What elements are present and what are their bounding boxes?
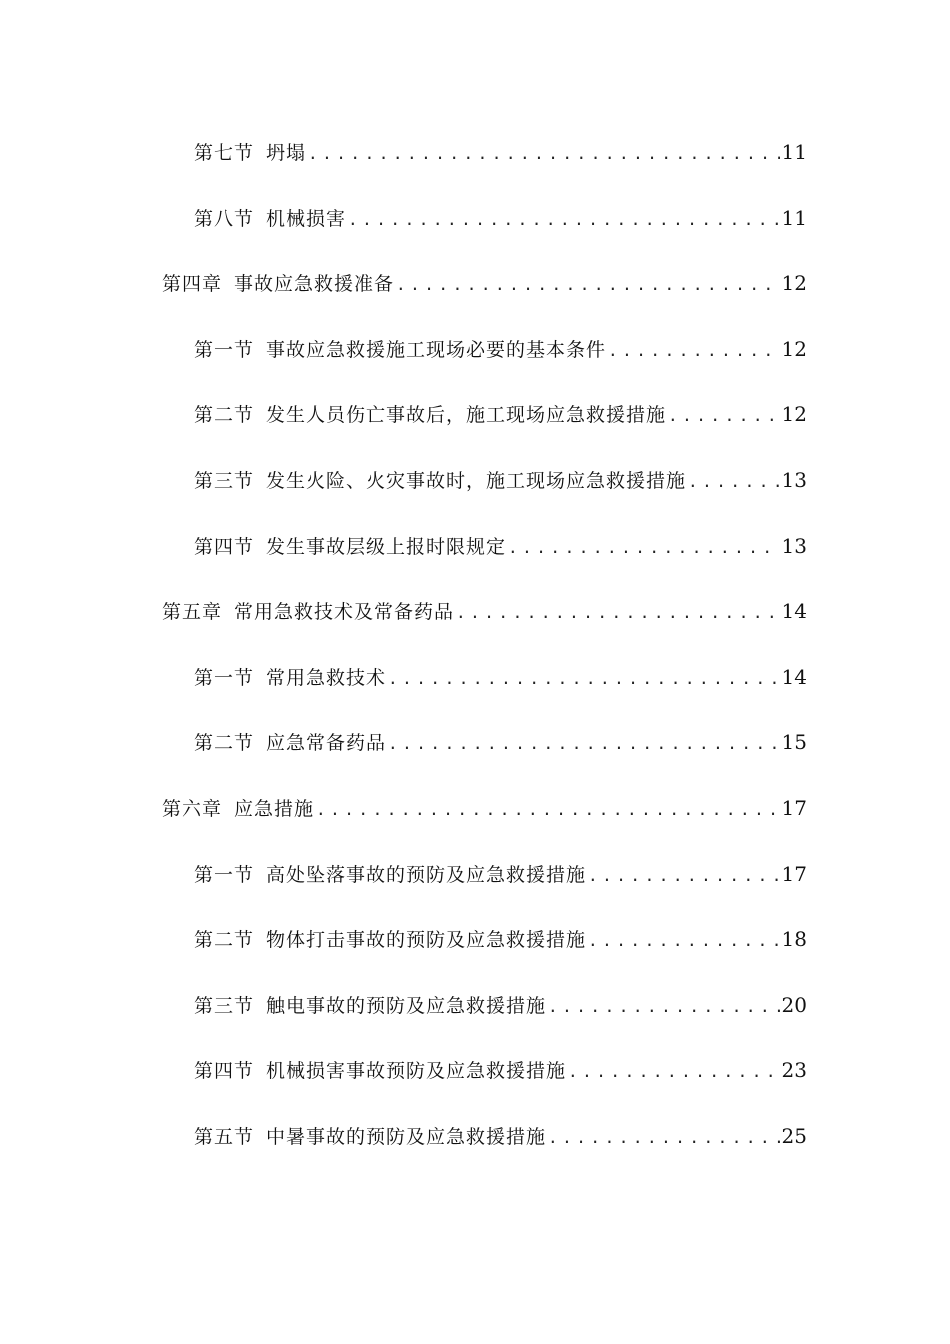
toc-page-number: 23 xyxy=(781,1058,807,1083)
toc-page-number: 12 xyxy=(781,402,807,427)
toc-section-entry[interactable] xyxy=(194,985,807,1025)
toc-dot-leader xyxy=(586,856,780,896)
toc-entry-title: 坍塌 xyxy=(266,142,307,164)
toc-entry-number: 第五章 xyxy=(162,601,223,624)
toc-entry-title: 高处坠落事故的预防及应急救援措施 xyxy=(266,863,587,886)
toc-dot-leader xyxy=(686,462,780,502)
toc-entry-number: 第一节 xyxy=(194,666,255,689)
toc-entry-number: 第一节 xyxy=(194,863,255,886)
toc-dot-leader xyxy=(666,396,780,436)
toc-page-number: 12 xyxy=(781,271,807,296)
toc-section-entry[interactable] xyxy=(194,329,807,369)
toc-entry-number: 第三节 xyxy=(194,470,255,492)
toc-entry-title: 常用急救技术及常备药品 xyxy=(234,601,455,624)
toc-section-entry[interactable] xyxy=(194,1050,807,1090)
toc-page-number: 13 xyxy=(781,533,807,558)
toc-entry-title: 发生火险、火灾事故时，施工现场应急救援措施 xyxy=(266,470,687,492)
toc-entry-number: 第八节 xyxy=(194,207,255,230)
toc-entry-title: 发生人员伤亡事故后，施工现场应急救援措施 xyxy=(266,404,667,427)
toc-dot-leader xyxy=(546,987,780,1027)
toc-entry-title: 事故应急救援准备 xyxy=(234,273,395,296)
toc-dot-leader xyxy=(566,1052,780,1092)
toc-entry-label xyxy=(194,658,386,698)
toc-entry-label xyxy=(194,986,546,1026)
toc-entry-number: 第四节 xyxy=(194,1060,255,1083)
toc-entry-label xyxy=(162,264,394,304)
toc-dot-leader xyxy=(546,1118,780,1158)
toc-entry-number: 第六章 xyxy=(162,798,223,820)
toc-section-entry[interactable] xyxy=(194,722,807,762)
toc-page-number: 14 xyxy=(781,599,807,624)
toc-section-entry[interactable] xyxy=(194,460,807,500)
toc-entry-label xyxy=(194,527,506,567)
toc-entry-label xyxy=(194,133,306,173)
toc-entry-label xyxy=(194,1051,566,1091)
toc-entry-label xyxy=(194,723,386,763)
toc-chapter-entry[interactable] xyxy=(162,788,807,828)
toc-dot-leader xyxy=(394,265,780,305)
toc-page-number: 17 xyxy=(781,796,807,820)
toc-entry-number: 第四节 xyxy=(194,535,255,558)
toc-entry-number: 第一节 xyxy=(194,338,255,361)
toc-section-entry[interactable] xyxy=(194,132,807,172)
toc-entry-label xyxy=(194,199,346,239)
toc-page-number: 11 xyxy=(781,140,807,164)
toc-entry-number: 第二节 xyxy=(194,404,255,427)
toc-section-entry[interactable] xyxy=(194,919,807,959)
toc-dot-leader xyxy=(386,724,780,764)
toc-page-number: 25 xyxy=(781,1124,807,1148)
toc-entry-number: 第三节 xyxy=(194,994,255,1017)
toc-entry-title: 中暑事故的预防及应急救援措施 xyxy=(266,1126,547,1148)
toc-section-entry[interactable] xyxy=(194,526,807,566)
toc-entry-title: 触电事故的预防及应急救援措施 xyxy=(266,994,547,1017)
toc-entry-label xyxy=(194,461,686,501)
toc-page-number: 20 xyxy=(781,992,807,1017)
toc-entry-label xyxy=(194,920,586,960)
toc-page-number: 15 xyxy=(781,730,807,755)
toc-page-number: 13 xyxy=(781,468,807,492)
toc-entry-label xyxy=(194,395,666,435)
toc-page-number: 17 xyxy=(781,861,807,886)
toc-dot-leader xyxy=(306,134,780,174)
toc-entry-title: 事故应急救援施工现场必要的基本条件 xyxy=(266,338,607,361)
toc-entry-label xyxy=(162,789,314,829)
toc-entry-title: 发生事故层级上报时限规定 xyxy=(266,535,507,558)
toc-entry-title: 应急常备药品 xyxy=(266,732,387,755)
toc-section-entry[interactable] xyxy=(194,1116,807,1156)
toc-dot-leader xyxy=(454,593,780,633)
toc-entry-label xyxy=(194,855,586,895)
toc-page-number: 11 xyxy=(781,205,807,230)
toc-entry-title: 应急措施 xyxy=(234,798,315,820)
toc-section-entry[interactable] xyxy=(194,657,807,697)
toc-entry-label xyxy=(194,1117,546,1157)
toc-page-number: 14 xyxy=(781,664,807,689)
toc-entry-number: 第七节 xyxy=(194,142,255,164)
toc-page-number: 18 xyxy=(781,927,807,952)
toc-chapter-entry[interactable] xyxy=(162,263,807,303)
toc-dot-leader xyxy=(586,921,780,961)
toc-entry-title: 物体打击事故的预防及应急救援措施 xyxy=(266,929,587,952)
toc-entry-label xyxy=(162,592,454,632)
toc-dot-leader xyxy=(314,790,780,830)
toc-entry-label xyxy=(194,330,606,370)
toc-entry-number: 第二节 xyxy=(194,929,255,952)
toc-entry-title: 常用急救技术 xyxy=(266,666,387,689)
toc-dot-leader xyxy=(606,331,780,371)
toc-dot-leader xyxy=(346,200,780,240)
toc-entry-number: 第五节 xyxy=(194,1126,255,1148)
toc-chapter-entry[interactable] xyxy=(162,591,807,631)
toc-dot-leader xyxy=(386,659,780,699)
toc-section-entry[interactable] xyxy=(194,198,807,238)
toc-entry-number: 第二节 xyxy=(194,732,255,755)
toc-section-entry[interactable] xyxy=(194,394,807,434)
toc-entry-title: 机械损害事故预防及应急救援措施 xyxy=(266,1060,567,1083)
toc-dot-leader xyxy=(506,528,780,568)
toc-page-number: 12 xyxy=(781,336,807,361)
toc-entry-number: 第四章 xyxy=(162,273,223,296)
toc-entry-title: 机械损害 xyxy=(266,207,347,230)
toc-section-entry[interactable] xyxy=(194,854,807,894)
